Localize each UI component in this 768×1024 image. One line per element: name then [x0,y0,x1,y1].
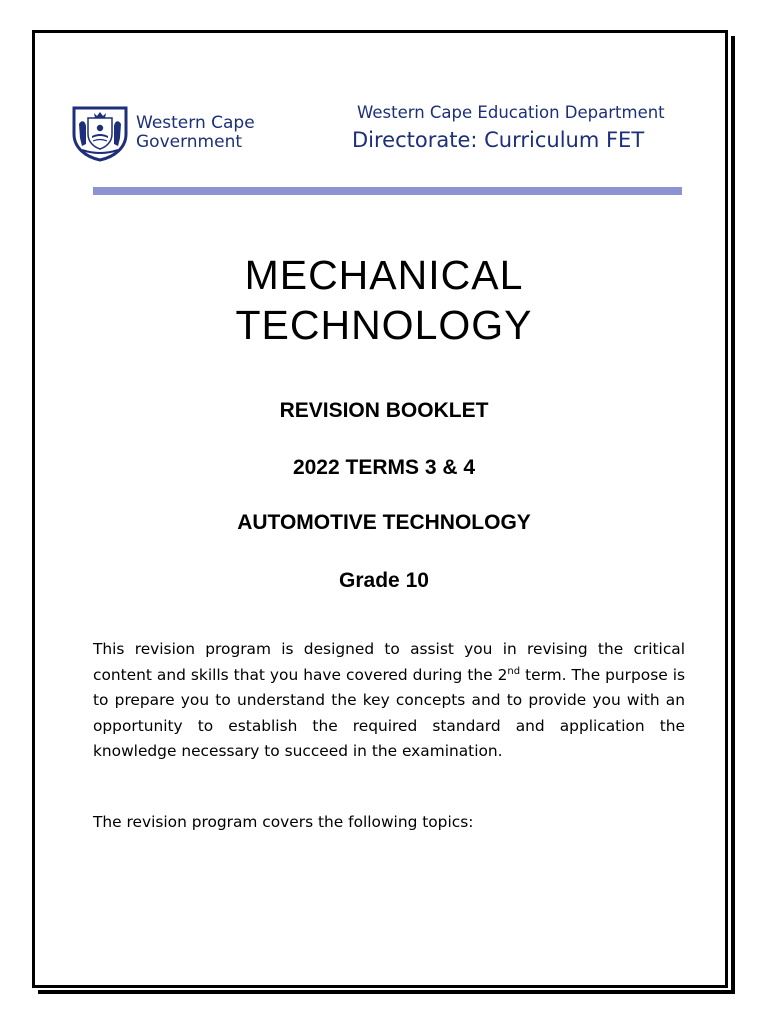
header-divider [93,187,682,195]
coat-of-arms-icon [70,104,130,162]
logo-wordmark [136,114,255,152]
topics-lead-in: The revision program covers the following topics: [93,813,474,831]
title-line-1: MECHANICAL [244,252,524,298]
logo-line-2: Government [136,132,243,152]
intro-text-part-1: This revision program is designed to assist you in revising the critical content and skills that you have covered during the 2 [93,640,685,684]
title-line-2: TECHNOLOGY [235,302,533,348]
intro-text-part-2: term. The purpose is to prepare you to understand the key concepts and to provide you with an opportunity to establish the required standard and application the knowledge necessary to succeed in the examination. [93,665,685,760]
grade-label: Grade 10 [339,569,429,592]
document-title [0,250,768,350]
intro-paragraph [93,637,685,765]
government-logo [70,104,255,162]
page-border [32,30,728,988]
booklet-label: REVISION BOOKLET [279,399,489,422]
border-shadow-bottom [38,990,735,994]
directorate-name: Directorate: Curriculum FET [352,128,645,152]
intro-superscript: nd [507,665,521,677]
terms-label: 2022 TERMS 3 & 4 [292,456,476,479]
logo-line-1: Western Cape [136,113,255,133]
department-name: Western Cape Education Department [357,103,665,122]
subject-label: AUTOMOTIVE TECHNOLOGY [237,511,531,534]
